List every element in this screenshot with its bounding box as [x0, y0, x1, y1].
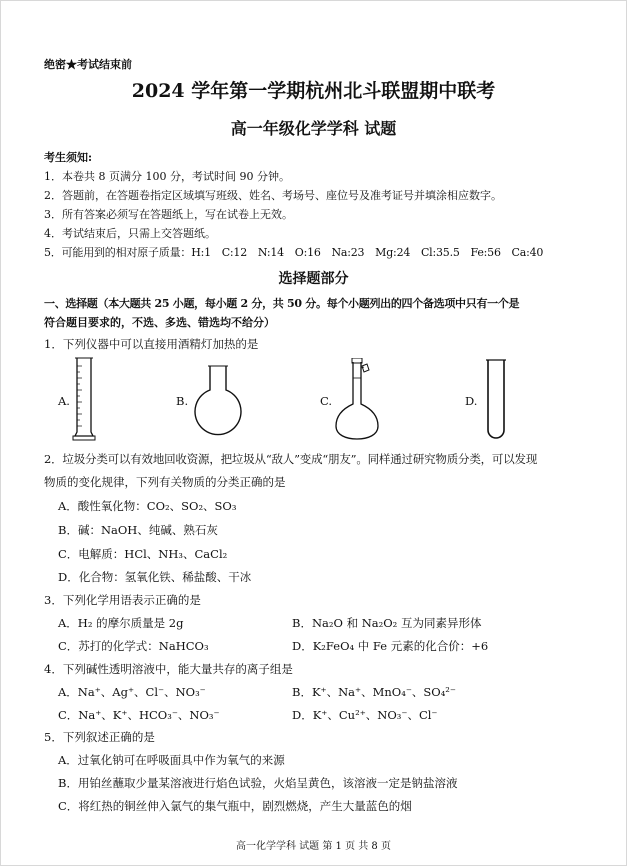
exam-subtitle: 高一年级化学学科 试题: [230, 119, 397, 138]
q3-option-c: C．苏打的化学式：NaHCO₃: [58, 639, 209, 653]
q5-option-c: C．将红热的铜丝伸入氯气的集气瓶中，剧烈燃烧，产生大量蓝色的烟: [58, 799, 412, 813]
q3-stem: 3．下列化学用语表示正确的是: [44, 593, 201, 607]
q1-stem: 1．下列仪器中可以直接用酒精灯加热的是: [44, 337, 259, 351]
section-title: 选择题部分: [278, 271, 349, 287]
q4-option-a: A．Na⁺、Ag⁺、Cl⁻、NO₃⁻: [58, 685, 206, 699]
q4-option-d: D．K⁺、Cu²⁺、NO₃⁻、Cl⁻: [292, 708, 438, 722]
volumetric-flask-figure: [334, 358, 384, 442]
q2-option-a: A．酸性氧化物：CO₂、SO₂、SO₃: [58, 499, 237, 513]
q3-option-b: B．Na₂O 和 Na₂O₂ 互为同素异形体: [292, 616, 482, 630]
q5-option-b: B．用铂丝蘸取少量某溶液进行焰色试验，火焰呈黄色，该溶液一定是钠盐溶液: [58, 776, 458, 790]
q4-option-c: C．Na⁺、K⁺、HCO₃⁻、NO₃⁻: [58, 708, 220, 722]
page-footer: 高一化学学科 试题 第 1 页 共 8 页: [236, 841, 391, 852]
notice-heading: 考生须知:: [44, 151, 93, 164]
confidential-mark: 绝密★考试结束前: [44, 58, 132, 71]
notice-item-5: 5．可能用到的相对原子质量：H:1 C:12 N:14 O:16 Na:23 Mg:24 Cl:35.5 Fe:56 Ca:40: [44, 246, 544, 259]
q5-stem: 5．下列叙述正确的是: [44, 730, 155, 744]
round-bottom-flask-figure: [190, 364, 246, 440]
q4-option-b: B．K⁺、Na⁺、MnO₄⁻、SO₄²⁻: [292, 685, 456, 699]
section-instruction-1: 一、选择题（本大题共 25 小题，每小题 2 分，共 50 分。每个小题列出的四个备选项中只有一个是: [44, 297, 520, 310]
notice-item-1: 1．本卷共 8 页满分 100 分，考试时间 90 分钟。: [44, 170, 290, 183]
q2-stem-line2: 物质的变化规律，下列有关物质的分类正确的是: [44, 475, 286, 489]
q1-label-a: A.: [58, 394, 70, 408]
q2-stem-line1: 2．垃圾分类可以有效地回收资源，把垃圾从“敌人”变成“朋友”。同样通过研究物质分类，可以发现: [44, 452, 538, 466]
q1-label-c: C.: [320, 394, 333, 408]
q1-label-b: B.: [176, 394, 189, 408]
notice-item-4: 4．考试结束后，只需上交答题纸。: [44, 227, 216, 240]
graduated-cylinder-figure: [70, 356, 100, 442]
notice-item-3: 3．所有答案必须写在答题纸上，写在试卷上无效。: [44, 208, 293, 221]
q5-option-a: A．过氧化钠可在呼吸面具中作为氧气的来源: [58, 753, 285, 767]
notice-item-2: 2．答题前，在答题卷指定区域填写班级、姓名、考场号、座位号及准考证号并填涂相应数字。: [44, 189, 502, 202]
exam-title: 2024 学年第一学期杭州北斗联盟期中联考: [131, 80, 496, 102]
q4-stem: 4．下列碱性透明溶液中，能大量共存的离子组是: [44, 662, 293, 676]
q2-option-d: D．化合物：氢氧化铁、稀盐酸、干冰: [58, 570, 252, 584]
test-tube-figure: [484, 358, 508, 442]
q2-option-b: B．碱：NaOH、纯碱、熟石灰: [58, 523, 218, 537]
q3-option-d: D．K₂FeO₄ 中 Fe 元素的化合价：+6: [292, 639, 489, 653]
q2-option-c: C．电解质：HCl、NH₃、CaCl₂: [58, 547, 228, 561]
q3-option-a: A．H₂ 的摩尔质量是 2g: [58, 616, 184, 630]
section-instruction-2: 符合题目要求的，不选、多选、错选均不给分）: [44, 316, 275, 329]
q1-label-d: D.: [465, 394, 478, 408]
